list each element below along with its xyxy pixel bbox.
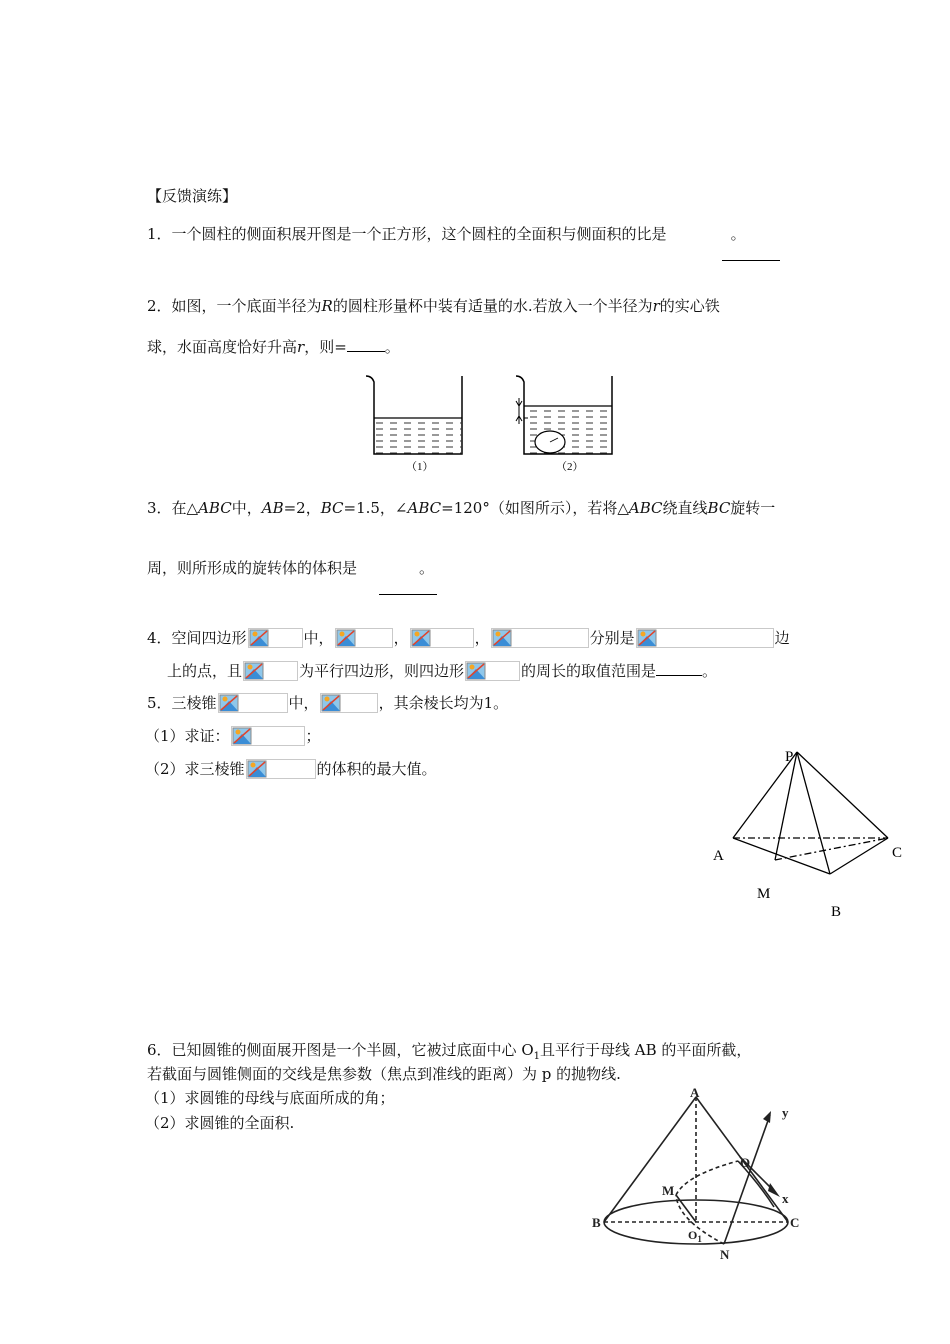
formula-image-placeholder — [218, 693, 288, 713]
label-O: O — [740, 1155, 751, 1170]
q3-bc-1: BC — [320, 499, 344, 517]
question-2-line1 — [147, 296, 720, 316]
edge-PM — [775, 752, 797, 860]
question-6-part1: （1）求圆锥的母线与底面所成的角； — [145, 1089, 395, 1107]
q2-figure — [360, 372, 620, 474]
label-y: y — [782, 1105, 789, 1120]
q3-abc-1: ABC — [198, 499, 232, 517]
question-6-part2: （2）求圆锥的全面积. — [145, 1114, 295, 1132]
q2-text-b: 的圆柱形量杯中装有适量的水.若放入一个半径为 — [332, 297, 653, 315]
q4-text-a: 4．空间四边形 — [147, 629, 247, 647]
edge-AB — [733, 838, 830, 874]
q6-text-b: 且平行于母线 AB 的平面所截， — [540, 1041, 752, 1059]
q6-cone-figure — [590, 1085, 810, 1270]
label-N: N — [720, 1247, 730, 1262]
q2-end: 。 — [384, 338, 400, 356]
label-A: A — [690, 1085, 700, 1100]
q3-abc-3: ABC — [628, 499, 663, 517]
q5-text-b: 中， — [288, 694, 319, 712]
cup-2 — [516, 376, 612, 473]
question-5-part2 — [145, 759, 437, 780]
formula-image-placeholder — [243, 661, 298, 681]
formula-image-placeholder — [320, 693, 378, 713]
edge-PB — [797, 752, 830, 874]
q5-text-a: 5．三棱锥 — [147, 694, 217, 712]
formula-image-placeholder — [465, 661, 520, 681]
q3-bc-2: BC — [707, 499, 731, 517]
y-arrow-icon — [763, 1111, 771, 1123]
formula-image-placeholder — [246, 759, 316, 779]
q1-answer-line — [722, 260, 780, 261]
q2-var-r2: r — [297, 338, 305, 356]
label-O1: $O_1$ — [688, 1228, 702, 1244]
q3-text-d: =1.5，∠ — [343, 499, 408, 517]
q4-text-c: ， — [393, 629, 409, 647]
q2-var-r: r — [652, 297, 660, 315]
segment-MO1 — [676, 1195, 696, 1222]
x-arrow-icon — [768, 1183, 780, 1197]
q3-text-a: 3．在△ — [147, 499, 199, 517]
q4-text-f: 边 — [774, 629, 790, 647]
q2-text-c: 的实心铁 — [659, 297, 720, 315]
q3-text-g: 旋转一 — [730, 499, 776, 517]
question-6-line1 — [147, 1040, 751, 1067]
fig1-label: （1） — [406, 461, 434, 473]
q1-text: 1．一个圆柱的侧面积展开图是一个正方形，这个圆柱的全面积与侧面积的比是 — [147, 225, 667, 243]
q6-text-a: 6．已知圆锥的侧面展开图是一个半圆，它被过底面中心 O — [147, 1041, 534, 1059]
q5-part1-text: （1）求证： — [145, 727, 230, 745]
formula-image-placeholder — [410, 628, 474, 648]
question-4-line2 — [167, 661, 717, 682]
question-5-part1 — [145, 726, 321, 747]
q2-var-R: R — [321, 297, 333, 315]
q3-text-e: =120°（如图所示），若将△ — [441, 499, 629, 517]
q4-text-i: 的周长的取值范围是 — [521, 662, 657, 680]
label-B: B — [592, 1215, 601, 1230]
q3-text-c: =2， — [283, 499, 321, 517]
label-P: P — [785, 749, 794, 765]
label-B: B — [831, 904, 842, 920]
section-title: 【反馈演练】 — [147, 187, 238, 205]
label-C: C — [892, 845, 903, 861]
q6-sub-1: 1 — [533, 1051, 540, 1062]
question-6-line2: 若截面与圆锥侧面的交线是焦参数（焦点到准线的距离）为 p 的抛物线. — [147, 1065, 621, 1083]
q3-text-line2: 周，则所形成的旋转体的体积是 — [147, 559, 358, 577]
cup-1 — [366, 376, 462, 473]
question-2-line2 — [147, 337, 400, 357]
q2-text-a: 2．如图，一个底面半径为 — [147, 297, 322, 315]
formula-image-placeholder — [636, 628, 774, 648]
q5-part2-end: 的体积的最大值。 — [316, 760, 437, 778]
q4-end: 。 — [702, 662, 718, 680]
q1-end: 。 — [730, 225, 746, 243]
q3-text-f: 绕直线 — [662, 499, 708, 517]
q4-text-h: 为平行四边形，则四边形 — [299, 662, 465, 680]
question-4-line1 — [147, 628, 790, 649]
label-C: C — [790, 1215, 800, 1230]
formula-image-placeholder — [335, 628, 393, 648]
q4-text-b: 中， — [303, 629, 334, 647]
question-3-line1 — [147, 498, 775, 518]
q5-part2-text: （2）求三棱锥 — [145, 760, 245, 778]
edge-PC — [797, 752, 888, 838]
question-1 — [147, 224, 746, 244]
q3-text-b: 中， — [231, 499, 262, 517]
formula-image-placeholder — [231, 726, 305, 746]
fig2-label: （2） — [556, 461, 584, 473]
label-A: A — [713, 848, 724, 864]
label-M: M — [757, 886, 771, 902]
q3-end: 。 — [419, 559, 435, 577]
parabola-top-hidden — [676, 1161, 738, 1195]
q5-text-c: ，其余棱长均为1。 — [378, 694, 509, 712]
q4-text-g: 上的点，且 — [167, 662, 243, 680]
q2-text-d: 球，水面高度恰好升高 — [147, 338, 298, 356]
q3-answer-line — [379, 594, 437, 595]
q4-text-e: 分别是 — [589, 629, 635, 647]
formula-image-placeholder — [248, 628, 303, 648]
q3-abc-2: ABC — [407, 499, 442, 517]
label-x: x — [782, 1191, 789, 1206]
question-5-line1 — [147, 693, 508, 714]
q5-pyramid-figure — [705, 742, 920, 922]
q4-answer-blank — [656, 661, 702, 676]
q4-text-d: ， — [474, 629, 490, 647]
q2-text-e: ，则= — [304, 338, 347, 356]
formula-image-placeholder — [491, 628, 589, 648]
label-M: M — [662, 1183, 675, 1198]
q2-answer-blank — [347, 337, 385, 352]
q3-ab: AB — [261, 499, 284, 517]
q5-part1-end: ； — [305, 727, 321, 745]
question-3-line2 — [147, 558, 434, 578]
